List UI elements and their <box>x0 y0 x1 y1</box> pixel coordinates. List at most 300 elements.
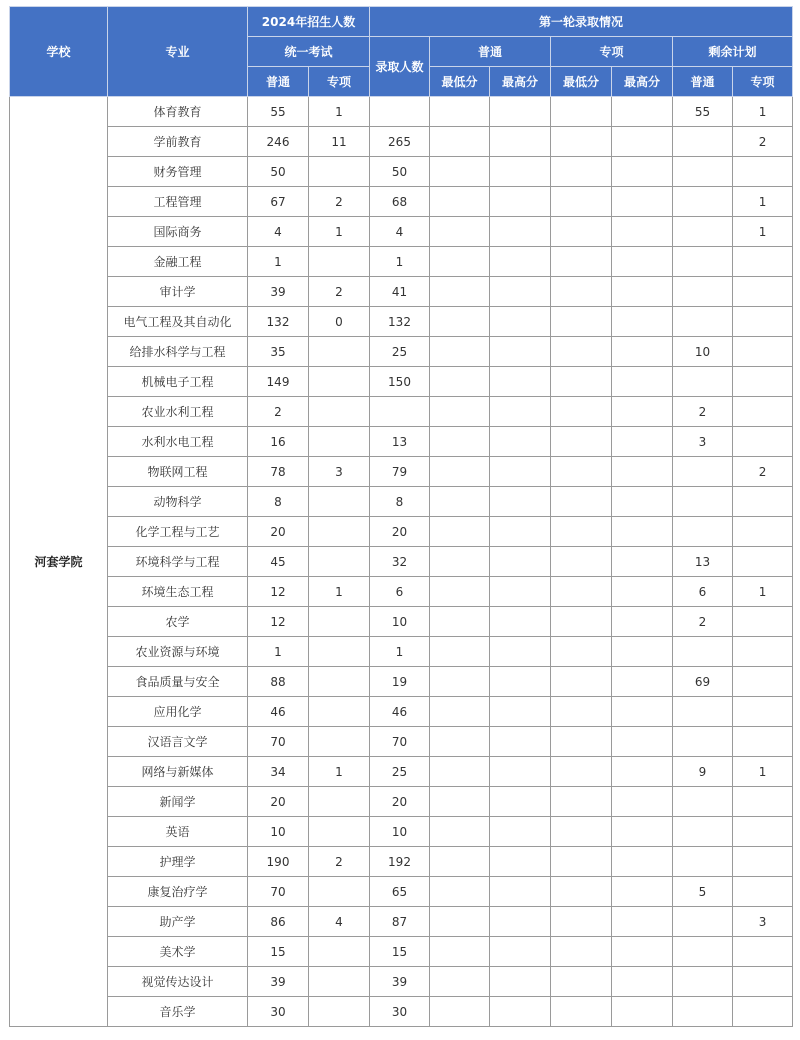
cell-plan-special <box>309 607 370 637</box>
header-remaining-plan: 剩余计划 <box>673 37 793 67</box>
cell-major: 环境科学与工程 <box>108 547 248 577</box>
header-admitted-count: 录取人数 <box>370 37 430 97</box>
cell-regular-min <box>430 607 490 637</box>
cell-remaining-regular: 55 <box>673 97 733 127</box>
cell-plan-special <box>309 397 370 427</box>
cell-plan-regular: 39 <box>248 967 309 997</box>
cell-regular-max <box>490 967 551 997</box>
table-row <box>10 487 793 517</box>
cell-admitted: 68 <box>370 187 430 217</box>
header-plan-special: 专项 <box>309 67 370 97</box>
cell-special-max <box>612 967 673 997</box>
cell-regular-max <box>490 997 551 1027</box>
table-row <box>10 127 793 157</box>
cell-admitted: 150 <box>370 367 430 397</box>
cell-regular-max <box>490 637 551 667</box>
cell-admitted: 20 <box>370 517 430 547</box>
cell-plan-regular: 55 <box>248 97 309 127</box>
cell-regular-min <box>430 247 490 277</box>
cell-major: 财务管理 <box>108 157 248 187</box>
cell-remaining-special <box>733 697 793 727</box>
cell-special-max <box>612 997 673 1027</box>
cell-major: 国际商务 <box>108 217 248 247</box>
cell-admitted: 265 <box>370 127 430 157</box>
cell-school: 河套学院 <box>10 97 108 1027</box>
cell-special-max <box>612 277 673 307</box>
cell-regular-min <box>430 967 490 997</box>
cell-plan-regular: 4 <box>248 217 309 247</box>
cell-remaining-special: 1 <box>733 187 793 217</box>
cell-plan-special <box>309 427 370 457</box>
cell-special-min <box>551 187 612 217</box>
cell-remaining-regular <box>673 367 733 397</box>
table-row <box>10 397 793 427</box>
admission-table-container <box>9 6 793 1027</box>
table-row <box>10 817 793 847</box>
cell-major: 水利水电工程 <box>108 427 248 457</box>
cell-special-min <box>551 547 612 577</box>
cell-regular-min <box>430 337 490 367</box>
cell-remaining-special <box>733 547 793 577</box>
cell-plan-special <box>309 787 370 817</box>
cell-plan-special <box>309 517 370 547</box>
cell-regular-max <box>490 577 551 607</box>
cell-remaining-regular <box>673 787 733 817</box>
cell-plan-special: 4 <box>309 907 370 937</box>
cell-remaining-regular <box>673 277 733 307</box>
table-row <box>10 577 793 607</box>
cell-plan-regular: 1 <box>248 637 309 667</box>
cell-plan-special: 1 <box>309 217 370 247</box>
cell-regular-max <box>490 457 551 487</box>
cell-special-max <box>612 547 673 577</box>
cell-regular-max <box>490 877 551 907</box>
cell-remaining-regular <box>673 217 733 247</box>
cell-special-min <box>551 817 612 847</box>
cell-remaining-special: 3 <box>733 907 793 937</box>
cell-plan-regular: 45 <box>248 547 309 577</box>
cell-plan-regular: 86 <box>248 907 309 937</box>
cell-plan-special <box>309 667 370 697</box>
cell-remaining-regular: 9 <box>673 757 733 787</box>
cell-plan-regular: 8 <box>248 487 309 517</box>
cell-plan-regular: 12 <box>248 607 309 637</box>
cell-special-min <box>551 937 612 967</box>
cell-plan-regular: 149 <box>248 367 309 397</box>
table-row <box>10 97 793 127</box>
cell-major: 给排水科学与工程 <box>108 337 248 367</box>
cell-remaining-special <box>733 847 793 877</box>
cell-remaining-regular <box>673 967 733 997</box>
cell-admitted: 79 <box>370 457 430 487</box>
cell-special-min <box>551 127 612 157</box>
cell-special-max <box>612 157 673 187</box>
cell-regular-max <box>490 97 551 127</box>
cell-special-max <box>612 217 673 247</box>
cell-special-max <box>612 187 673 217</box>
cell-major: 网络与新媒体 <box>108 757 248 787</box>
cell-regular-max <box>490 817 551 847</box>
cell-special-max <box>612 127 673 157</box>
cell-plan-special <box>309 157 370 187</box>
cell-admitted: 10 <box>370 607 430 637</box>
cell-remaining-special <box>733 667 793 697</box>
table-row <box>10 457 793 487</box>
table-row <box>10 997 793 1027</box>
cell-special-min <box>551 787 612 817</box>
cell-plan-regular: 70 <box>248 877 309 907</box>
cell-remaining-special <box>733 487 793 517</box>
cell-regular-min <box>430 547 490 577</box>
cell-admitted: 32 <box>370 547 430 577</box>
cell-special-min <box>551 757 612 787</box>
cell-remaining-special <box>733 307 793 337</box>
cell-special-max <box>612 817 673 847</box>
cell-remaining-special <box>733 607 793 637</box>
cell-plan-regular: 67 <box>248 187 309 217</box>
cell-plan-regular: 246 <box>248 127 309 157</box>
cell-remaining-special <box>733 427 793 457</box>
table-row <box>10 277 793 307</box>
cell-major: 音乐学 <box>108 997 248 1027</box>
cell-remaining-special <box>733 277 793 307</box>
cell-remaining-special <box>733 877 793 907</box>
cell-regular-min <box>430 427 490 457</box>
cell-admitted: 4 <box>370 217 430 247</box>
cell-remaining-regular <box>673 247 733 277</box>
cell-regular-max <box>490 367 551 397</box>
header-round1-regular: 普通 <box>430 37 551 67</box>
cell-regular-max <box>490 247 551 277</box>
cell-admitted: 132 <box>370 307 430 337</box>
cell-remaining-special <box>733 787 793 817</box>
cell-special-min <box>551 487 612 517</box>
table-row <box>10 367 793 397</box>
cell-regular-min <box>430 97 490 127</box>
cell-plan-special: 3 <box>309 457 370 487</box>
cell-remaining-regular: 69 <box>673 667 733 697</box>
cell-admitted: 46 <box>370 697 430 727</box>
header-major: 专业 <box>108 7 248 97</box>
cell-special-min <box>551 307 612 337</box>
cell-special-min <box>551 727 612 757</box>
cell-regular-max <box>490 127 551 157</box>
cell-plan-special <box>309 817 370 847</box>
table-row <box>10 847 793 877</box>
cell-major: 美术学 <box>108 937 248 967</box>
table-row <box>10 157 793 187</box>
cell-special-max <box>612 397 673 427</box>
cell-regular-min <box>430 757 490 787</box>
cell-admitted: 8 <box>370 487 430 517</box>
cell-remaining-regular <box>673 637 733 667</box>
cell-remaining-regular: 10 <box>673 337 733 367</box>
cell-regular-max <box>490 607 551 637</box>
cell-regular-max <box>490 157 551 187</box>
cell-special-max <box>612 577 673 607</box>
table-row <box>10 307 793 337</box>
cell-plan-special: 2 <box>309 847 370 877</box>
cell-regular-min <box>430 937 490 967</box>
cell-plan-regular: 20 <box>248 517 309 547</box>
cell-special-min <box>551 277 612 307</box>
cell-major: 化学工程与工艺 <box>108 517 248 547</box>
table-row <box>10 427 793 457</box>
cell-special-min <box>551 967 612 997</box>
cell-remaining-regular <box>673 937 733 967</box>
cell-plan-regular: 12 <box>248 577 309 607</box>
cell-remaining-regular <box>673 997 733 1027</box>
cell-regular-max <box>490 487 551 517</box>
table-row <box>10 667 793 697</box>
cell-regular-max <box>490 307 551 337</box>
cell-regular-max <box>490 697 551 727</box>
cell-plan-special <box>309 247 370 277</box>
cell-major: 护理学 <box>108 847 248 877</box>
cell-plan-special: 1 <box>309 97 370 127</box>
cell-plan-regular: 132 <box>248 307 309 337</box>
cell-plan-special: 0 <box>309 307 370 337</box>
cell-regular-max <box>490 427 551 457</box>
cell-special-max <box>612 727 673 757</box>
cell-special-min <box>551 907 612 937</box>
header-special-max: 最高分 <box>612 67 673 97</box>
cell-major: 学前教育 <box>108 127 248 157</box>
cell-plan-special <box>309 637 370 667</box>
table-row <box>10 787 793 817</box>
cell-remaining-regular: 2 <box>673 397 733 427</box>
cell-major: 新闻学 <box>108 787 248 817</box>
table-row <box>10 877 793 907</box>
header-unified-exam: 统一考试 <box>248 37 370 67</box>
table-row <box>10 637 793 667</box>
cell-remaining-special: 1 <box>733 577 793 607</box>
cell-special-max <box>612 247 673 277</box>
cell-remaining-regular <box>673 727 733 757</box>
cell-special-min <box>551 457 612 487</box>
cell-regular-max <box>490 937 551 967</box>
cell-admitted: 65 <box>370 877 430 907</box>
cell-special-max <box>612 937 673 967</box>
cell-plan-regular: 78 <box>248 457 309 487</box>
cell-plan-regular: 2 <box>248 397 309 427</box>
cell-regular-min <box>430 517 490 547</box>
header-enroll-2024: 2024年招生人数 <box>248 7 370 37</box>
admission-table <box>9 6 793 1027</box>
cell-plan-regular: 20 <box>248 787 309 817</box>
cell-regular-min <box>430 637 490 667</box>
cell-major: 审计学 <box>108 277 248 307</box>
cell-remaining-special: 2 <box>733 127 793 157</box>
header-round1-special: 专项 <box>551 37 673 67</box>
cell-admitted: 50 <box>370 157 430 187</box>
cell-remaining-special: 1 <box>733 97 793 127</box>
cell-regular-min <box>430 307 490 337</box>
cell-admitted: 25 <box>370 757 430 787</box>
cell-major: 农学 <box>108 607 248 637</box>
cell-remaining-regular: 2 <box>673 607 733 637</box>
cell-major: 康复治疗学 <box>108 877 248 907</box>
cell-regular-min <box>430 457 490 487</box>
cell-remaining-special <box>733 397 793 427</box>
table-row <box>10 247 793 277</box>
cell-regular-max <box>490 667 551 697</box>
cell-remaining-special: 1 <box>733 757 793 787</box>
cell-plan-regular: 16 <box>248 427 309 457</box>
cell-regular-min <box>430 157 490 187</box>
cell-remaining-special <box>733 367 793 397</box>
cell-admitted: 15 <box>370 937 430 967</box>
cell-remaining-regular: 13 <box>673 547 733 577</box>
cell-plan-special <box>309 877 370 907</box>
cell-major: 金融工程 <box>108 247 248 277</box>
table-row <box>10 337 793 367</box>
cell-admitted: 30 <box>370 997 430 1027</box>
cell-major: 食品质量与安全 <box>108 667 248 697</box>
cell-special-max <box>612 607 673 637</box>
cell-admitted: 87 <box>370 907 430 937</box>
cell-major: 农业资源与环境 <box>108 637 248 667</box>
cell-remaining-special <box>733 937 793 967</box>
cell-special-max <box>612 517 673 547</box>
header-remaining-regular: 普通 <box>673 67 733 97</box>
cell-remaining-special <box>733 337 793 367</box>
cell-plan-special: 11 <box>309 127 370 157</box>
cell-major: 环境生态工程 <box>108 577 248 607</box>
cell-remaining-regular: 3 <box>673 427 733 457</box>
cell-special-min <box>551 607 612 637</box>
cell-regular-min <box>430 127 490 157</box>
cell-special-min <box>551 157 612 187</box>
cell-regular-max <box>490 757 551 787</box>
cell-plan-special <box>309 967 370 997</box>
cell-special-max <box>612 457 673 487</box>
table-row <box>10 697 793 727</box>
cell-remaining-special: 2 <box>733 457 793 487</box>
cell-special-max <box>612 97 673 127</box>
cell-admitted <box>370 97 430 127</box>
cell-regular-max <box>490 187 551 217</box>
header-plan-regular: 普通 <box>248 67 309 97</box>
cell-admitted: 39 <box>370 967 430 997</box>
cell-major: 助产学 <box>108 907 248 937</box>
cell-major: 农业水利工程 <box>108 397 248 427</box>
cell-special-min <box>551 697 612 727</box>
cell-plan-special <box>309 697 370 727</box>
cell-major: 体育教育 <box>108 97 248 127</box>
cell-remaining-regular: 5 <box>673 877 733 907</box>
table-row <box>10 547 793 577</box>
cell-major: 动物科学 <box>108 487 248 517</box>
cell-special-max <box>612 337 673 367</box>
table-row <box>10 907 793 937</box>
cell-plan-special <box>309 547 370 577</box>
cell-special-min <box>551 577 612 607</box>
cell-remaining-special <box>733 817 793 847</box>
cell-special-max <box>612 757 673 787</box>
cell-admitted: 19 <box>370 667 430 697</box>
cell-admitted: 1 <box>370 247 430 277</box>
cell-special-max <box>612 787 673 817</box>
cell-major: 物联网工程 <box>108 457 248 487</box>
cell-remaining-special <box>733 247 793 277</box>
cell-plan-regular: 50 <box>248 157 309 187</box>
cell-special-max <box>612 847 673 877</box>
cell-remaining-regular <box>673 487 733 517</box>
cell-remaining-regular <box>673 307 733 337</box>
table-row <box>10 967 793 997</box>
cell-admitted <box>370 397 430 427</box>
cell-major: 英语 <box>108 817 248 847</box>
cell-regular-max <box>490 727 551 757</box>
cell-admitted: 70 <box>370 727 430 757</box>
cell-special-min <box>551 877 612 907</box>
cell-plan-special: 2 <box>309 277 370 307</box>
cell-plan-regular: 34 <box>248 757 309 787</box>
cell-regular-max <box>490 847 551 877</box>
cell-major: 机械电子工程 <box>108 367 248 397</box>
cell-remaining-regular: 6 <box>673 577 733 607</box>
cell-remaining-regular <box>673 847 733 877</box>
table-header <box>10 7 793 97</box>
header-regular-min: 最低分 <box>430 67 490 97</box>
cell-regular-min <box>430 367 490 397</box>
cell-admitted: 6 <box>370 577 430 607</box>
cell-admitted: 20 <box>370 787 430 817</box>
cell-regular-min <box>430 487 490 517</box>
cell-admitted: 25 <box>370 337 430 367</box>
cell-special-min <box>551 637 612 667</box>
cell-plan-special: 1 <box>309 577 370 607</box>
cell-remaining-regular <box>673 187 733 217</box>
header-remaining-special: 专项 <box>733 67 793 97</box>
cell-regular-min <box>430 877 490 907</box>
cell-regular-max <box>490 397 551 427</box>
cell-regular-min <box>430 577 490 607</box>
cell-regular-min <box>430 997 490 1027</box>
cell-regular-min <box>430 907 490 937</box>
cell-remaining-special <box>733 727 793 757</box>
table-row <box>10 757 793 787</box>
cell-regular-min <box>430 727 490 757</box>
cell-admitted: 192 <box>370 847 430 877</box>
cell-remaining-special <box>733 637 793 667</box>
cell-remaining-special <box>733 997 793 1027</box>
cell-remaining-regular <box>673 157 733 187</box>
cell-regular-max <box>490 277 551 307</box>
cell-special-max <box>612 667 673 697</box>
header-regular-max: 最高分 <box>490 67 551 97</box>
cell-regular-min <box>430 277 490 307</box>
cell-regular-min <box>430 817 490 847</box>
cell-remaining-special: 1 <box>733 217 793 247</box>
cell-remaining-special <box>733 157 793 187</box>
cell-plan-regular: 190 <box>248 847 309 877</box>
cell-special-min <box>551 997 612 1027</box>
cell-special-max <box>612 697 673 727</box>
cell-special-max <box>612 307 673 337</box>
cell-special-min <box>551 667 612 697</box>
cell-plan-regular: 15 <box>248 937 309 967</box>
cell-special-min <box>551 367 612 397</box>
cell-major: 工程管理 <box>108 187 248 217</box>
cell-plan-special <box>309 997 370 1027</box>
cell-regular-min <box>430 397 490 427</box>
table-row <box>10 217 793 247</box>
cell-major: 汉语言文学 <box>108 727 248 757</box>
table-row <box>10 517 793 547</box>
cell-regular-min <box>430 187 490 217</box>
